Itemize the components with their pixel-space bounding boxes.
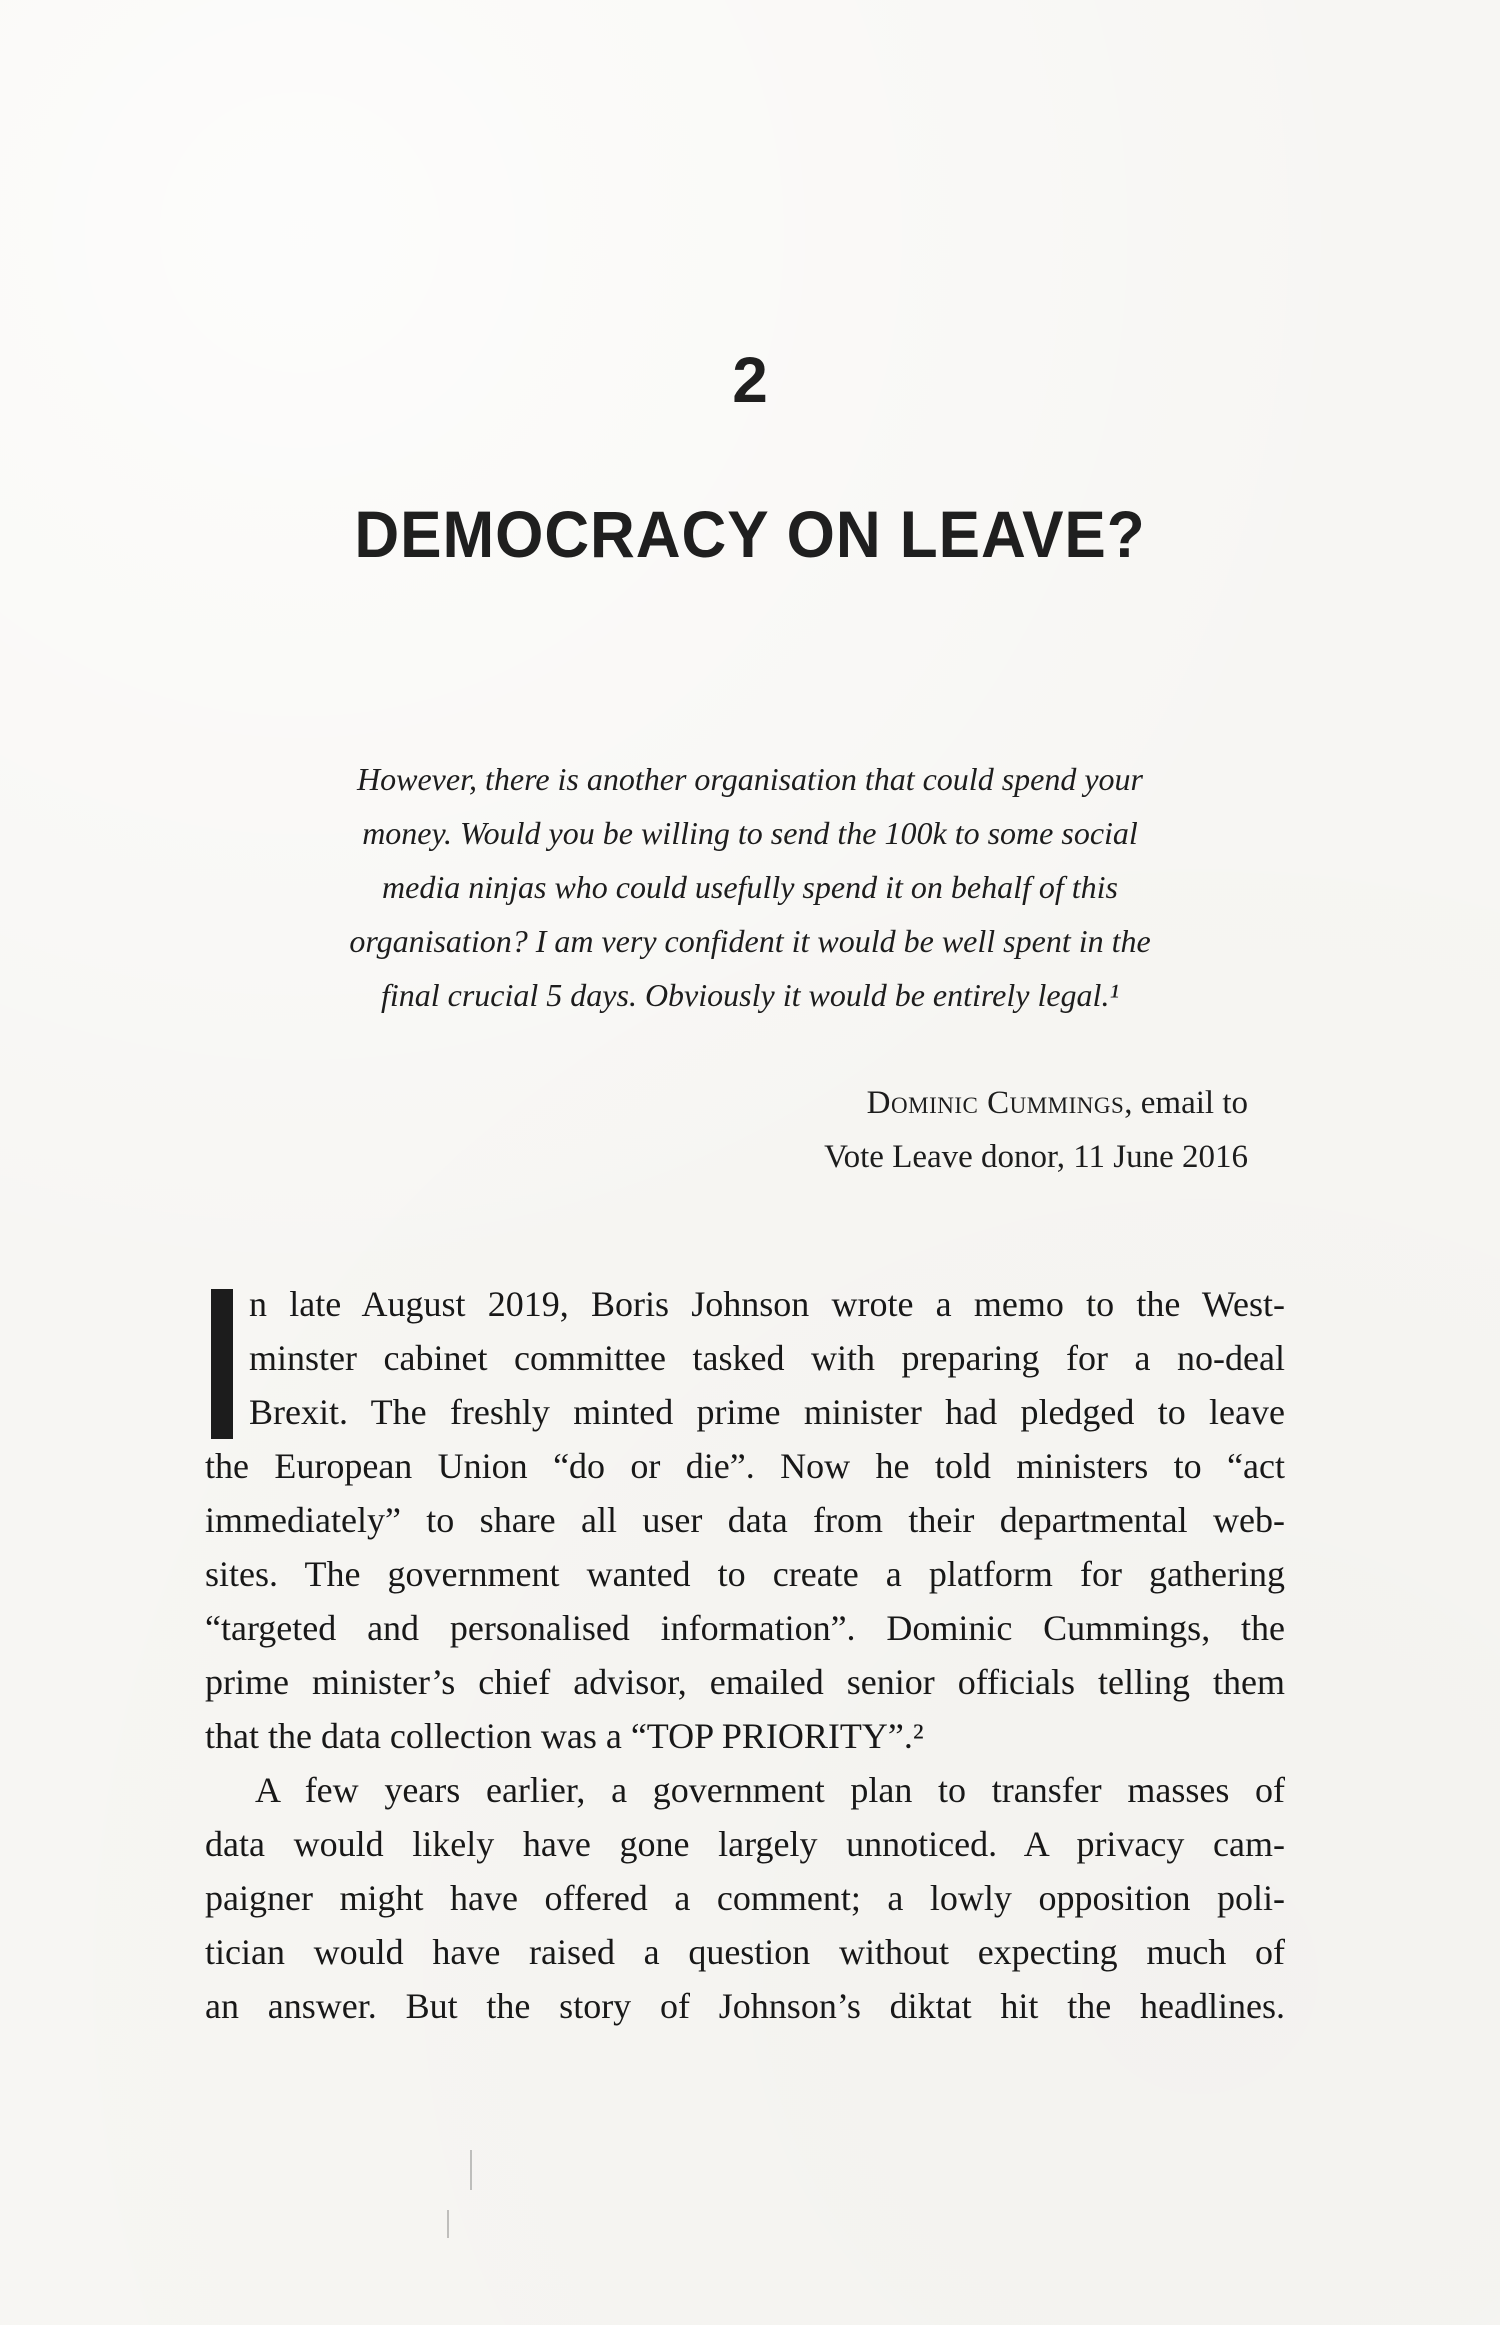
scan-mark	[447, 2210, 449, 2238]
epigraph-line: money. Would you be willing to send the 100k to some social	[362, 815, 1138, 851]
attribution-line-2: Vote Leave donor, 11 June 2016	[824, 1139, 1248, 1175]
body-line: A few years earlier, a government plan to transfer masses of	[255, 1770, 1285, 1810]
body-line: n late August 2019, Boris Johnson wrote a memo to the West-	[249, 1284, 1285, 1324]
body-line: immediately” to share all user data from their departmental web-	[205, 1500, 1285, 1540]
body-text	[205, 1277, 1285, 2033]
epigraph-line: final crucial 5 days. Obviously it would be entirely legal.¹	[380, 977, 1120, 1013]
body-line: paigner might have offered a comment; a lowly opposition poli-	[205, 1878, 1285, 1918]
epigraph-line: media ninjas who could usefully spend it on behalf of this	[382, 869, 1118, 905]
scan-mark	[470, 2150, 472, 2190]
body-line: Brexit. The freshly minted prime minister had pledged to leave	[249, 1392, 1285, 1432]
body-line: the European Union “do or die”. Now he told ministers to “act	[205, 1446, 1285, 1486]
body-line: tician would have raised a question without expecting much of	[205, 1932, 1285, 1972]
epigraph-line: However, there is another organisation that could spend your	[357, 761, 1143, 797]
chapter-number: 2	[732, 344, 768, 416]
body-line: that the data collection was a “TOP PRIORITY”.²	[205, 1716, 924, 1756]
body-line: data would likely have gone largely unnoticed. A privacy cam-	[205, 1824, 1285, 1864]
attribution-author: Dominic Cummings	[866, 1085, 1125, 1121]
attribution-source: , email to	[1124, 1085, 1248, 1121]
body-line: sites. The government wanted to create a platform for gathering	[205, 1554, 1285, 1594]
body-line: minster cabinet committee tasked with preparing for a no-deal	[249, 1338, 1285, 1378]
attribution-line-1	[548, 1076, 1248, 1130]
epigraph-line: organisation? I am very confident it would be well spent in the	[349, 923, 1151, 959]
body-line: prime minister’s chief advisor, emailed senior officials telling them	[205, 1662, 1285, 1702]
epigraph-quote	[260, 752, 1240, 1022]
epigraph-attribution	[548, 1076, 1248, 1184]
chapter-title: DEMOCRACY ON LEAVE?	[354, 497, 1146, 571]
drop-cap-letter-i	[211, 1289, 233, 1439]
paragraph-2	[205, 1763, 1285, 2033]
paragraph-1	[205, 1277, 1285, 1763]
body-line: an answer. But the story of Johnson’s diktat hit the headlines.	[205, 1986, 1285, 2026]
body-line: “targeted and personalised information”. Dominic Cummings, the	[205, 1608, 1285, 1648]
